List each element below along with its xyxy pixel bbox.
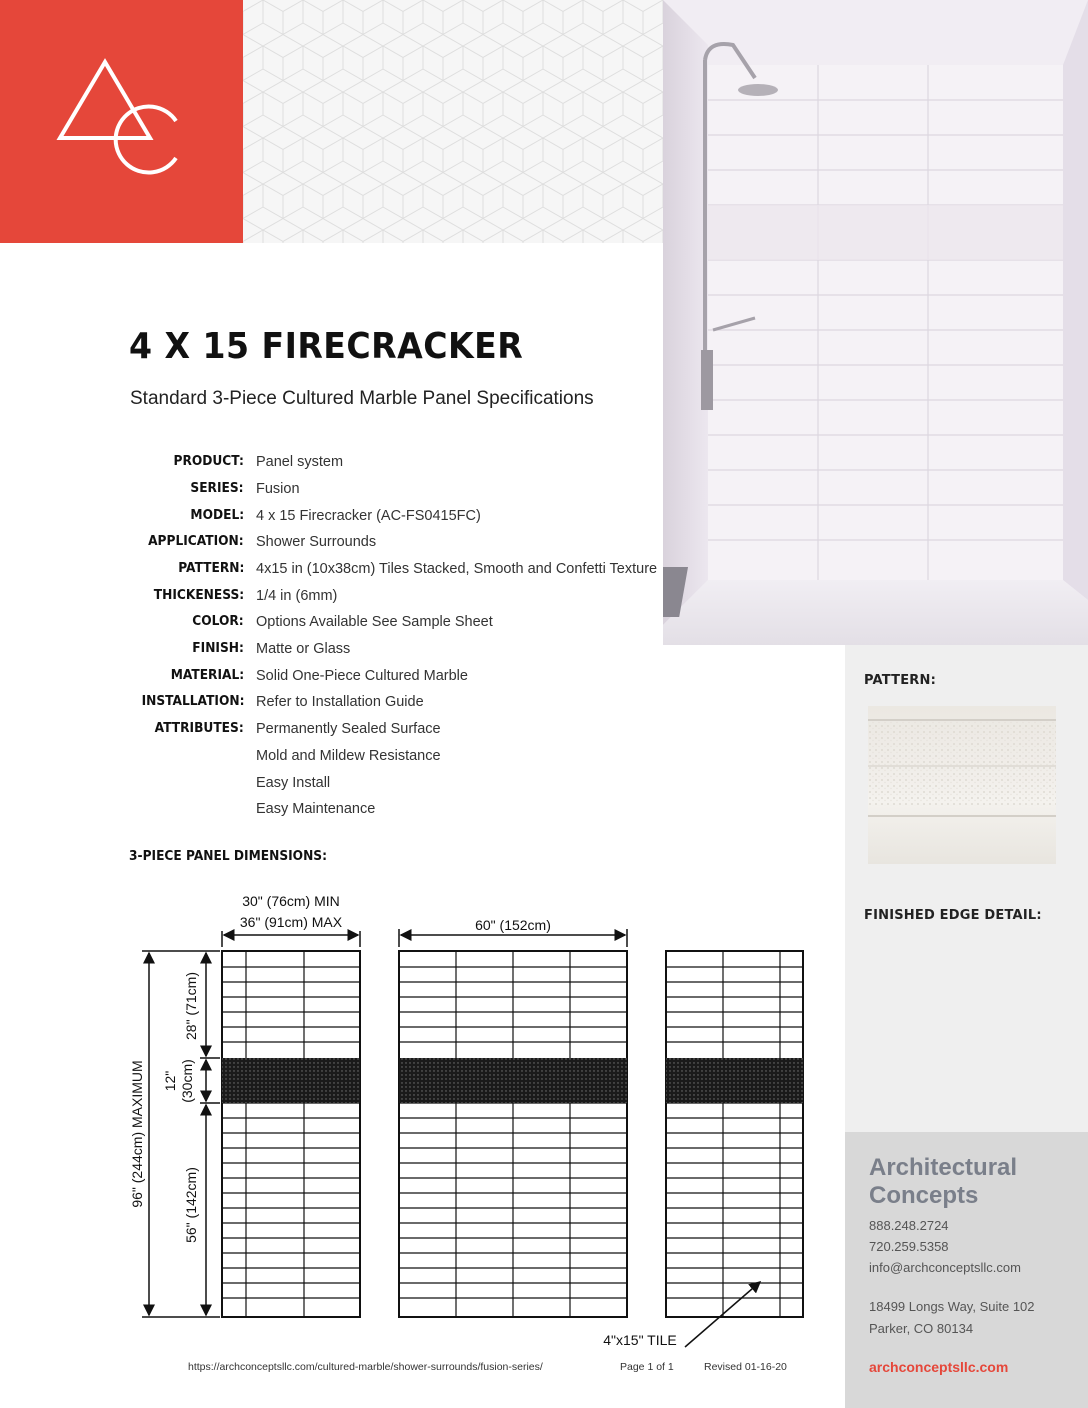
finished-edge-heading: FINISHED EDGE DETAIL: <box>864 908 1042 923</box>
panel-dimension-diagram <box>120 885 820 1355</box>
pattern-swatch-image <box>868 706 1056 864</box>
website-link[interactable]: archconceptsllc.com <box>869 1359 1009 1375</box>
spec-row-attributes <box>0 721 660 741</box>
spec-label: PATTERN: <box>177 561 244 576</box>
upper-section-label: 28" (71cm) <box>183 972 199 1040</box>
contact-panel <box>845 1132 1088 1408</box>
brand-block <box>0 0 243 243</box>
footer-revised-date: Revised 01-16-20 <box>704 1361 787 1373</box>
spec-label: MATERIAL: <box>170 668 244 683</box>
spec-value: Matte or Glass <box>256 641 351 657</box>
spec-label: MODEL: <box>190 508 244 523</box>
footer-url[interactable]: https://archconceptsllc.com/cultured-marble/shower-surrounds/fusion-series/ <box>188 1361 543 1373</box>
spec-value: Options Available See Sample Sheet <box>256 614 493 630</box>
spec-value: Shower Surrounds <box>256 534 377 550</box>
tile-size-label: 4"x15" TILE <box>603 1332 677 1348</box>
spec-value: Easy Maintenance <box>256 801 376 817</box>
spec-value: 1/4 in (6mm) <box>256 588 338 604</box>
side-panel-left <box>222 951 360 1317</box>
email-link[interactable]: info@archconceptsllc.com <box>869 1260 1021 1275</box>
spec-row-thickness <box>0 588 660 608</box>
company-name-line1: Architectural <box>869 1154 1018 1181</box>
company-name <box>869 1154 1069 1210</box>
spec-row-application <box>0 534 660 554</box>
lower-section-label: 56" (142cm) <box>183 1167 199 1243</box>
max-height-label: 96" (244cm) MAXIMUM <box>129 1060 145 1208</box>
back-width-label: 60" (152cm) <box>475 917 551 933</box>
spec-value: Easy Install <box>256 775 331 791</box>
spec-label: SERIES: <box>190 481 244 496</box>
spec-label: APPLICATION: <box>148 534 244 549</box>
product-subtitle: Standard 3-Piece Cultured Marble Panel Specifications <box>130 388 594 409</box>
band-section-cm-label: (30cm) <box>179 1059 195 1103</box>
address-line-1: 18499 Longs Way, Suite 102 <box>869 1299 1035 1314</box>
pattern-heading: PATTERN: <box>864 673 936 688</box>
spec-value: Panel system <box>256 454 344 470</box>
triangle-c-logo-icon <box>0 0 243 243</box>
spec-label: FINISH: <box>192 641 244 656</box>
spec-row-color <box>0 614 660 634</box>
dimensions-heading: 3-PIECE PANEL DIMENSIONS: <box>129 849 327 864</box>
side-width-max-label: 36" (91cm) MAX <box>239 914 343 930</box>
shower-surround-photo <box>663 0 1088 645</box>
spec-value: Fusion <box>256 481 300 497</box>
spec-value: Mold and Mildew Resistance <box>256 748 441 764</box>
spec-row-series <box>0 481 660 501</box>
footer-page-number: Page 1 of 1 <box>620 1361 674 1373</box>
spec-row-attributes-4 <box>0 801 660 821</box>
product-title: 4 X 15 FIRECRACKER <box>129 326 524 367</box>
address-line-2: Parker, CO 80134 <box>869 1321 974 1336</box>
spec-row-attributes-2 <box>0 748 660 768</box>
side-width-min-label: 30" (76cm) MIN <box>242 893 340 909</box>
spec-value: Solid One-Piece Cultured Marble <box>256 668 468 684</box>
spec-row-installation <box>0 694 660 714</box>
phone-2[interactable]: 720.259.5358 <box>869 1239 949 1254</box>
spec-label: INSTALLATION: <box>141 694 244 709</box>
side-info-panel <box>845 645 1088 1132</box>
side-panel-right <box>666 951 803 1317</box>
back-panel <box>399 951 627 1317</box>
spec-row-attributes-3 <box>0 775 660 795</box>
phone-1[interactable]: 888.248.2724 <box>869 1218 949 1233</box>
spec-row-material <box>0 668 660 688</box>
cube-background-pattern <box>243 0 663 243</box>
spec-value: Refer to Installation Guide <box>256 694 424 710</box>
spec-label: COLOR: <box>192 614 244 629</box>
spec-row-model <box>0 508 660 528</box>
spec-row-pattern <box>0 561 660 581</box>
spec-label: THICKENESS: <box>153 588 244 603</box>
spec-row-product <box>0 454 660 474</box>
spec-value: 4x15 in (10x38cm) Tiles Stacked, Smooth and Confetti Texture <box>256 561 658 577</box>
spec-label: ATTRIBUTES: <box>154 721 244 736</box>
spec-value: Permanently Sealed Surface <box>256 721 441 737</box>
spec-value: 4 x 15 Firecracker (AC-FS0415FC) <box>256 508 481 524</box>
spec-row-finish <box>0 641 660 661</box>
spec-label: PRODUCT: <box>173 454 244 469</box>
company-name-line2: Concepts <box>869 1182 979 1209</box>
band-section-label: 12" <box>162 1070 178 1092</box>
